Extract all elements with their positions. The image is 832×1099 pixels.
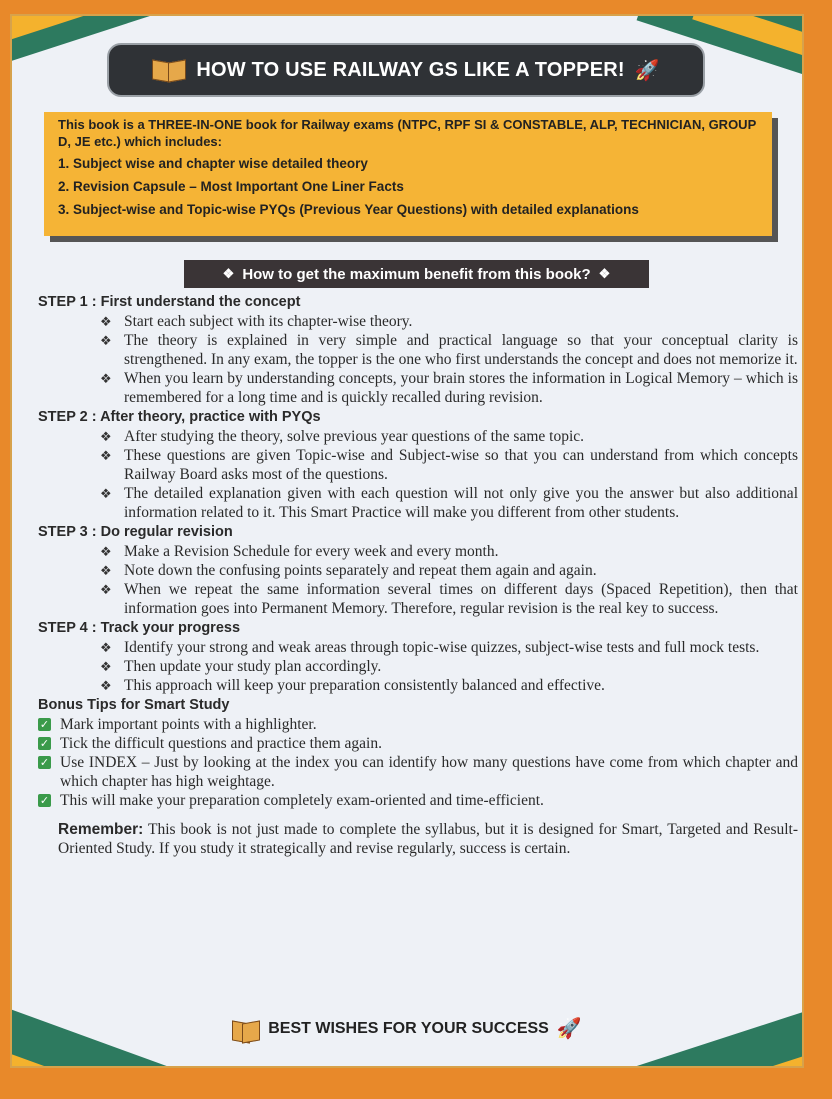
- list-item: [96, 427, 798, 446]
- diamond-icon: ❖: [100, 333, 112, 348]
- rocket-icon: 🚀: [556, 1018, 582, 1040]
- list-item-text: This approach will keep your preparation consistently balanced and effective.: [124, 677, 605, 694]
- diamond-icon: ❖: [100, 486, 112, 501]
- step-title: First understand the concept: [100, 294, 301, 310]
- list-item: [96, 657, 798, 676]
- checkbox-icon: ✓: [39, 737, 50, 750]
- tip-item: [38, 734, 798, 753]
- wishes-text: BEST WISHES FOR YOUR SUCCESS: [268, 1019, 549, 1037]
- list-item: [96, 580, 798, 618]
- step-label: STEP 3 :: [38, 524, 97, 540]
- title-banner: [107, 43, 705, 97]
- list-item-text: Then update your study plan accordingly.: [124, 658, 382, 675]
- step-title: After theory, practice with PYQs: [100, 409, 321, 425]
- steps-content: [38, 292, 798, 858]
- page-sheet: [10, 14, 804, 1068]
- checkbox-icon: ✓: [39, 718, 50, 731]
- remember-note: [58, 820, 798, 858]
- page-title: HOW TO USE RAILWAY GS LIKE A TOPPER!: [196, 58, 625, 81]
- diamond-icon: ❖: [100, 640, 112, 655]
- intro-box: [44, 112, 772, 236]
- list-item-text: When we repeat the same information several times on different days (Spaced Repetition), then that information goes into Permanent Memory. Therefore, regular revision is the real key to success.: [124, 581, 798, 617]
- list-item-text: These questions are given Topic-wise and Subject-wise so that you can understand from which concepts Railway Board asks most of the questions.: [124, 447, 798, 483]
- step-heading: [38, 408, 798, 427]
- diamond-icon: ❖: [100, 314, 112, 329]
- diamond-icon: ❖: [100, 563, 112, 578]
- intro-item: 3. Subject-wise and Topic-wise PYQs (Previous Year Questions) with detailed explanations: [58, 202, 639, 217]
- diamond-icon: ❖: [100, 371, 112, 386]
- intro-item: 2. Revision Capsule – Most Important One Liner Facts: [58, 179, 404, 194]
- intro-text: This book is a THREE-IN-ONE book for Railway exams (NTPC, RPF SI & CONSTABLE, ALP, TECHNICIAN, GROUP D, JE etc.) which includes:: [58, 117, 757, 149]
- diamond-icon: ❖: [100, 582, 112, 597]
- list-item-text: Identify your strong and weak areas through topic-wise quizzes, subject-wise tests and full mock tests.: [124, 639, 760, 656]
- step-heading: [38, 523, 798, 542]
- checkbox-icon: ✓: [39, 794, 50, 807]
- tip-item: [38, 715, 798, 734]
- list-item: [96, 676, 798, 695]
- footer-wishes: [12, 1016, 802, 1041]
- step-heading: [38, 619, 798, 638]
- tip-text: Mark important points with a highlighter.: [60, 716, 317, 733]
- diamond-icon: ❖: [598, 266, 611, 281]
- list-item: [96, 484, 798, 522]
- diamond-icon: ❖: [100, 429, 112, 444]
- diamond-icon: ❖: [100, 678, 112, 693]
- list-item: [96, 561, 798, 580]
- list-item-text: When you learn by understanding concepts, your brain stores the information in Logical Memory – which is remembered for a long time and is quickly recalled during revision.: [124, 370, 798, 406]
- step-title: Track your progress: [100, 620, 241, 636]
- diamond-icon: ❖: [100, 659, 112, 674]
- diamond-icon: ❖: [100, 448, 112, 463]
- book-icon: [152, 59, 186, 81]
- section-header: [184, 260, 649, 288]
- section-header-text: How to get the maximum benefit from this book?: [242, 265, 591, 283]
- diamond-icon: ❖: [222, 266, 235, 281]
- list-item-text: The detailed explanation given with each question will not only give you the answer but also additional information related to it. This Smart Practice will make you different from other students.: [124, 485, 798, 521]
- book-icon: [232, 1020, 260, 1038]
- remember-text: This book is not just made to complete the syllabus, but it is designed for Smart, Targeted and Result-Oriented Study. If you study it strategically and revise regularly, success is certain.: [58, 821, 798, 857]
- list-item-text: Start each subject with its chapter-wise theory.: [124, 313, 413, 330]
- step-heading: [38, 293, 798, 312]
- diamond-icon: ❖: [100, 544, 112, 559]
- list-item: [96, 542, 798, 561]
- list-item: [96, 369, 798, 407]
- intro-item: 1. Subject wise and chapter wise detailed theory: [58, 156, 368, 171]
- list-item: [96, 312, 798, 331]
- list-item: [96, 331, 798, 369]
- list-item-text: Note down the confusing points separately and repeat them again and again.: [124, 562, 597, 579]
- tip-text: Use INDEX – Just by looking at the index you can identify how many questions have come from which chapter and which chapter has high weightage.: [60, 754, 798, 790]
- bonus-heading: Bonus Tips for Smart Study: [38, 697, 230, 713]
- step-label: STEP 1 :: [38, 294, 97, 310]
- rocket-icon: 🚀: [634, 59, 660, 82]
- step-label: STEP 4 :: [38, 620, 97, 636]
- list-item: [96, 638, 798, 657]
- list-item-text: The theory is explained in very simple and practical language so that your conceptual clarity is strengthened. In any exam, the topper is the one who first understands the concept and does not memorize it.: [124, 332, 798, 368]
- step-label: STEP 2 :: [38, 409, 97, 425]
- checkbox-icon: ✓: [39, 756, 50, 769]
- remember-label: Remember:: [58, 821, 144, 838]
- tip-text: This will make your preparation completely exam-oriented and time-efficient.: [60, 792, 544, 809]
- list-item-text: Make a Revision Schedule for every week and every month.: [124, 543, 499, 560]
- list-item: [96, 446, 798, 484]
- tip-item: [38, 753, 798, 791]
- step-title: Do regular revision: [100, 524, 233, 540]
- tip-text: Tick the difficult questions and practice them again.: [60, 735, 382, 752]
- list-item-text: After studying the theory, solve previous year questions of the same topic.: [124, 428, 585, 445]
- tip-item: [38, 791, 798, 810]
